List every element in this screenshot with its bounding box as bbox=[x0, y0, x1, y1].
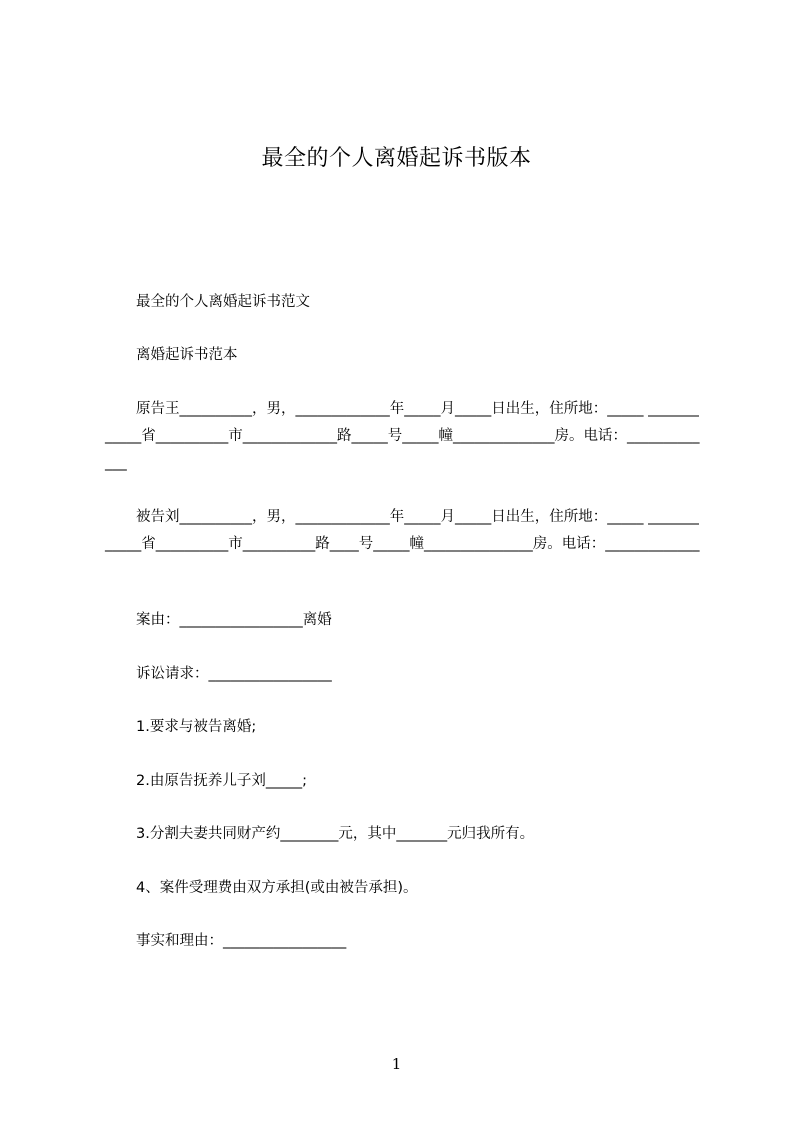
document-title: 最全的个人离婚起诉书版本 bbox=[261, 146, 532, 171]
paragraph-cause: 案由：_________________离婚 bbox=[136, 612, 332, 628]
paragraph-subtitle: 最全的个人离婚起诉书范文 bbox=[136, 294, 310, 310]
paragraph-facts-reasons: 事实和理由：_________________ bbox=[136, 933, 347, 949]
paragraph-claim-4: 4、案件受理费由双方承担(或由被告承担)。 bbox=[136, 880, 418, 896]
paragraph-claim-3: 3.分割夫妻共同财产约________元，其中_______元归我所有。 bbox=[136, 826, 535, 842]
paragraph-claims-heading: 诉讼请求：_________________ bbox=[136, 666, 332, 682]
paragraph-template-heading: 离婚起诉书范本 bbox=[136, 347, 238, 363]
paragraph-claim-1: 1.要求与被告离婚; bbox=[136, 719, 257, 735]
paragraph-defendant-info: 被告刘__________，男，_____________年_____月_____日出生，住所地：_____ ____________省__________市__________路____号_____幢_______________房。电话：_____________ bbox=[105, 509, 700, 552]
page-number: 1 bbox=[391, 1055, 402, 1073]
paragraph-claim-2: 2.由原告抚养儿子刘_____; bbox=[136, 773, 307, 789]
paragraph-plaintiff-info: 原告王__________，男，_____________年_____月_____日出生，住所地：_____ ____________省__________市_____________路_____号_____幢______________房。电话：_____________ bbox=[105, 401, 700, 471]
